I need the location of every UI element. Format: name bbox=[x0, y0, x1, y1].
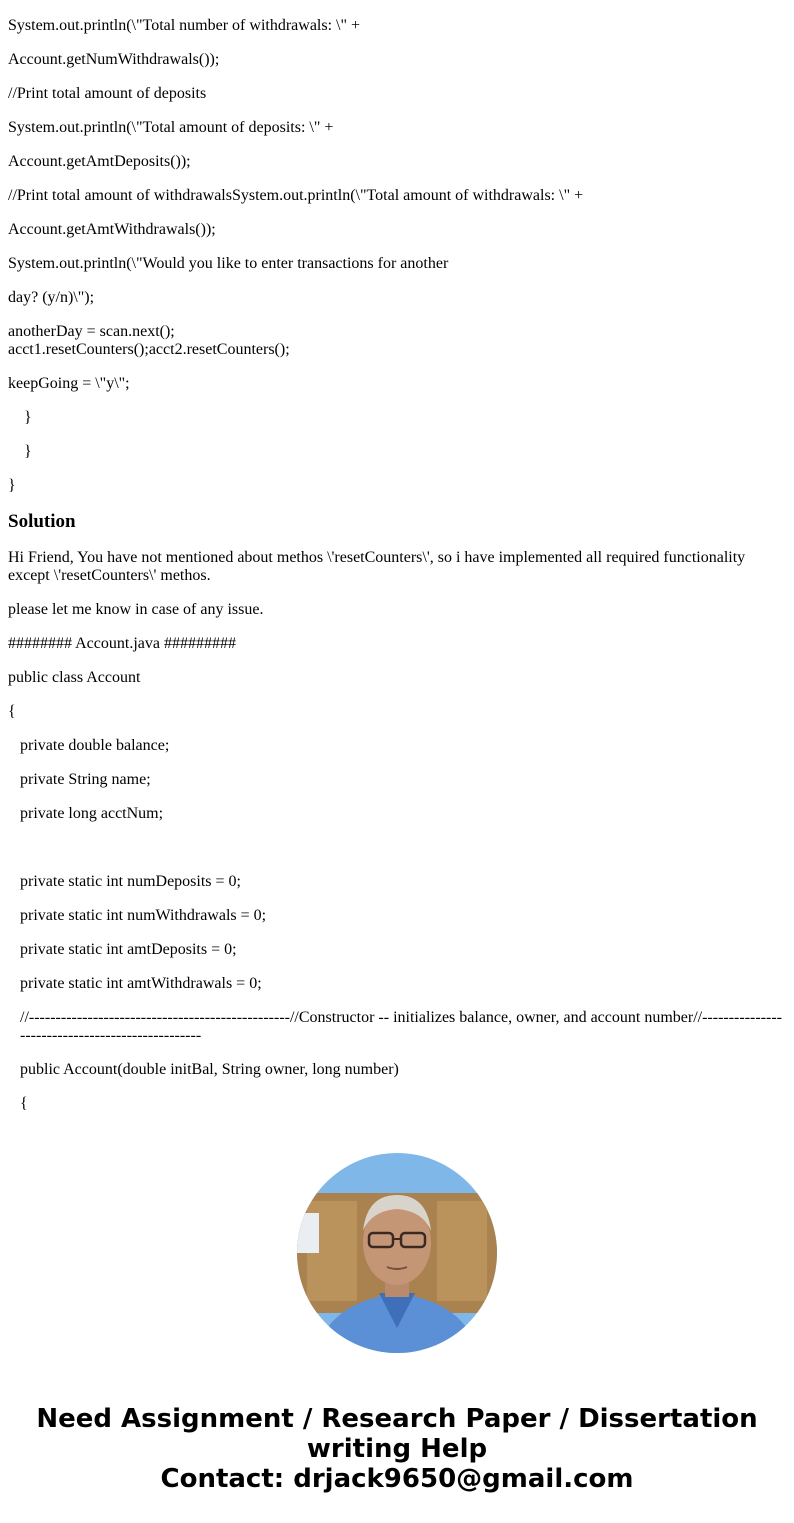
code-comment: //Print total amount of deposits bbox=[8, 85, 207, 102]
code-line: private long acctNum; bbox=[20, 805, 164, 822]
code-line: private static int amtDeposits = 0; bbox=[20, 941, 237, 958]
closing-brace: } bbox=[24, 409, 32, 426]
author-photo bbox=[297, 1153, 497, 1353]
code-line: //Print total amount of withdrawalsSystem.out.println(\"Total amount of withdrawals: \" + bbox=[8, 187, 584, 204]
code-line: private static int amtWithdrawals = 0; bbox=[20, 975, 262, 992]
code-line: private static int numWithdrawals = 0; bbox=[20, 907, 267, 924]
closing-brace: } bbox=[8, 477, 16, 494]
solution-heading: Solution bbox=[8, 511, 76, 532]
promo-banner bbox=[0, 1404, 794, 1494]
code-line: System.out.println(\"Total number of withdrawals: \" + bbox=[8, 17, 361, 34]
code-line: Account.getAmtDeposits()); bbox=[8, 153, 191, 170]
closing-brace: } bbox=[24, 443, 32, 460]
code-line: private String name; bbox=[20, 771, 151, 788]
file-header: ######## Account.java ######### bbox=[8, 635, 236, 652]
code-line: acct1.resetCounters();acct2.resetCounters(); bbox=[8, 341, 290, 358]
code-line: day? (y/n)\"); bbox=[8, 289, 95, 306]
code-line: Account.getAmtWithdrawals()); bbox=[8, 221, 216, 238]
code-comment: //-------------------------------------------------//Constructor -- initializes balance, owner, and account number//------------------------------------------------- bbox=[20, 1009, 782, 1044]
portrait-image bbox=[297, 1153, 497, 1353]
code-line: System.out.println(\"Would you like to enter transactions for another bbox=[8, 255, 449, 272]
document-body bbox=[8, 17, 786, 1129]
code-line: Account.getNumWithdrawals()); bbox=[8, 51, 220, 68]
code-line: public Account(double initBal, String owner, long number) bbox=[20, 1061, 399, 1078]
code-line: { bbox=[8, 703, 16, 720]
blank-line bbox=[8, 839, 786, 873]
code-line: private static int numDeposits = 0; bbox=[20, 873, 241, 890]
banner-line-1: Need Assignment / Research Paper / Dissertation bbox=[36, 1404, 758, 1434]
code-line: System.out.println(\"Total amount of deposits: \" + bbox=[8, 119, 334, 136]
code-line: private double balance; bbox=[20, 737, 170, 754]
banner-line-2: writing Help bbox=[306, 1434, 488, 1464]
code-line: { bbox=[20, 1095, 28, 1112]
code-line: public class Account bbox=[8, 669, 141, 686]
code-line: keepGoing = \"y\"; bbox=[8, 375, 130, 392]
banner-contact: Contact: drjack9650@gmail.com bbox=[160, 1464, 634, 1494]
code-line: anotherDay = scan.next(); bbox=[8, 323, 175, 340]
solution-note: please let me know in case of any issue. bbox=[8, 601, 264, 618]
solution-intro: Hi Friend, You have not mentioned about methos \'resetCounters\', so i have implemented all required functionality except \'resetCounters\' methos. bbox=[8, 549, 746, 584]
